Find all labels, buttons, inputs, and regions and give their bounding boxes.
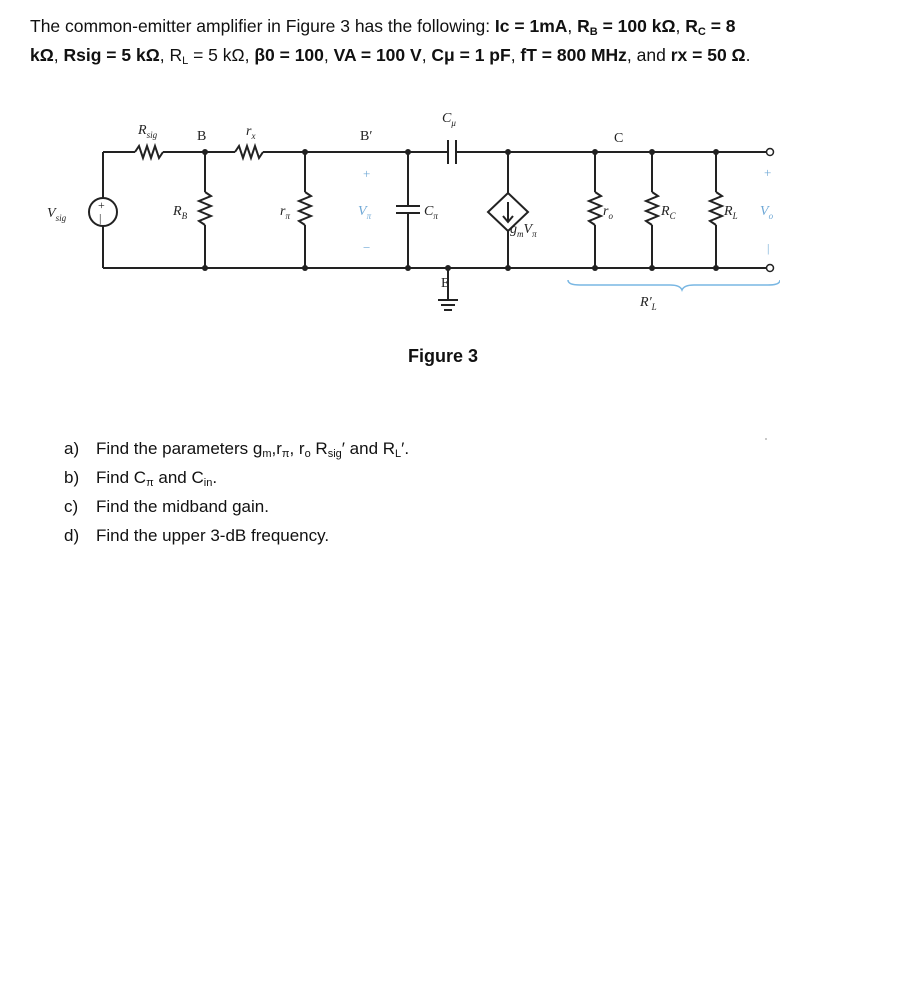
rx-label: $r_x$	[246, 124, 256, 141]
node-b-label: B	[197, 129, 207, 144]
intro-prefix: The common-emitter amplifier in Figure 3 has the following:	[30, 16, 495, 36]
vo-label: $V_o$	[760, 204, 774, 221]
rl-value: $R_L = 5$ kΩ	[169, 45, 245, 67]
question-label: b)	[64, 468, 80, 487]
rsig-value: Rsig = 5 kΩ	[63, 45, 160, 65]
vpi-minus: −	[363, 240, 371, 255]
cmu-label: $C_\mu$	[442, 111, 456, 128]
node-bprime-label: B′	[360, 129, 373, 144]
rx-value: rx = 50 Ω	[670, 45, 746, 65]
question-text: Find the midband gain.	[96, 497, 269, 516]
beta-value: β0 = 100	[254, 45, 324, 65]
rpi-label: $r_\pi$	[280, 204, 290, 221]
rlprime-label: $R'_L$	[640, 295, 657, 312]
va-value: VA = 100 V	[333, 45, 422, 65]
node-c-label: C	[614, 131, 624, 146]
vo-plus: +	[764, 165, 772, 180]
gm-label: $g_mV_\pi$	[510, 222, 537, 239]
rl-label: $R_L$	[724, 204, 738, 221]
question-text: Find the parameters $g_m,r_\pi$, $r_o$ $R_{sig}'$ and $R_L'$.	[96, 439, 410, 460]
rc-unit: kΩ	[30, 45, 54, 65]
rsig-label: $R_{sig}$	[138, 123, 158, 140]
question-a	[64, 434, 409, 463]
question-list	[64, 434, 409, 550]
vpi-label: $V_\pi$	[358, 204, 372, 221]
and-word: and	[636, 45, 666, 65]
ic-value: Ic = 1mA	[494, 16, 568, 36]
question-d	[64, 521, 409, 550]
node-e-label: E	[441, 276, 450, 291]
question-label: d)	[64, 526, 80, 545]
source-minus: |	[99, 211, 102, 225]
source-plus: +	[98, 198, 105, 212]
figure-caption: Figure 3	[407, 346, 478, 366]
question-label: c)	[64, 497, 79, 516]
rc-value: $R_C = 8$	[685, 16, 736, 38]
question-label: a)	[64, 439, 80, 458]
rc-label: $R_C$	[661, 204, 676, 221]
question-c	[64, 492, 409, 521]
question-text: Find $C_\pi$ and $C_{in}$.	[96, 468, 218, 489]
vsig-label: $V_{sig}$	[47, 206, 67, 223]
question-b	[64, 463, 409, 492]
ft-value: fT = 800 MHz	[520, 45, 627, 65]
stray-mark	[765, 438, 767, 440]
cmu-value: Cμ = 1 pF	[431, 45, 511, 65]
cpi-label: $C_\pi$	[424, 204, 438, 221]
rb-value: $R_B = 100$ kΩ	[577, 16, 676, 38]
vo-minus: |	[767, 241, 770, 255]
problem-statement: The common-emitter amplifier in Figure 3 has the following: Ic = 1mA, $R_B = 100$ kΩ, $R_C = 8$ kΩ, Rsig = 5 kΩ, $R_L = 5$ kΩ, β0 = 100, VA = 100 V, Cμ = 1 pF, fT = 800 MHz, and rx = 50 Ω.	[30, 16, 751, 67]
question-text: Find the upper 3-dB frequency.	[96, 526, 330, 545]
circuit-diagram	[40, 100, 780, 320]
ro-label: $r_o$	[603, 204, 613, 221]
vpi-plus: +	[363, 166, 371, 181]
rb-label: $R_B$	[173, 204, 188, 221]
